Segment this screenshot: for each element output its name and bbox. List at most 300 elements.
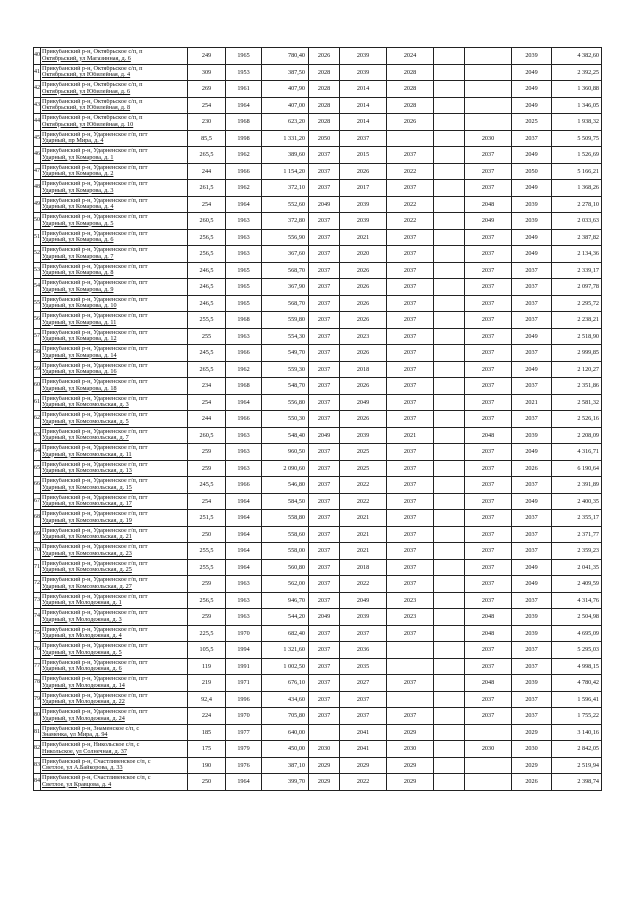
row-number: 68: [34, 510, 41, 527]
row-number: 79: [34, 691, 41, 708]
year-col-5: 2037: [465, 576, 512, 593]
total-cell: 2 581,32: [552, 394, 602, 411]
row-number: 76: [34, 642, 41, 659]
address-cell: [41, 543, 188, 560]
row-number: 71: [34, 559, 41, 576]
year-col-1: 2028: [309, 64, 340, 81]
year-col-5: [465, 114, 512, 131]
address-cell: [41, 526, 188, 543]
table-row: [34, 510, 602, 527]
row-number: 61: [34, 394, 41, 411]
area-cell: 259: [188, 609, 226, 626]
address-line-1: Прикубанский р-н, Ударненское г/п, пгт: [42, 428, 148, 435]
row-number: 53: [34, 262, 41, 279]
year-col-4: [434, 378, 465, 395]
total-cell: 2 518,90: [552, 328, 602, 345]
address-line-1: Прикубанский р-н, Ударненское г/п, пгт: [42, 362, 148, 369]
year-col-2: 2025: [340, 460, 387, 477]
total-cell: 2 238,21: [552, 312, 602, 329]
area-cell: 244: [188, 411, 226, 428]
table-row: [34, 394, 602, 411]
year-col-2: 2014: [340, 114, 387, 131]
address-line-1: Прикубанский р-н, Ударненское г/п, пгт: [42, 148, 148, 155]
year-col-2: 2041: [340, 741, 387, 758]
total-cell: 1 526,69: [552, 147, 602, 164]
address-cell: [41, 592, 188, 609]
year-col-5: [465, 757, 512, 774]
year-col-3: 2037: [387, 147, 434, 164]
area-cell: 269: [188, 81, 226, 98]
year-col-1: 2028: [309, 97, 340, 114]
table-row: [34, 246, 602, 263]
address-line-2: Ударный, ул Комсомольская, д. 13: [42, 468, 132, 475]
year-col-2: 2022: [340, 576, 387, 593]
year-cell: 1963: [226, 460, 262, 477]
year-col-4: [434, 213, 465, 230]
year-col-1: 2037: [309, 229, 340, 246]
year-cell: 1968: [226, 378, 262, 395]
address-line-1: Прикубанский р-н, Ударненское г/п, пгт: [42, 313, 148, 320]
address-line-1: Прикубанский р-н, Ударненское г/п, пгт: [42, 626, 148, 633]
table-row: [34, 675, 602, 692]
address-line-2: Ударный, ул Комарова, д. 8: [42, 270, 114, 277]
year-col-6: 2049: [512, 97, 552, 114]
year-col-3: 2037: [387, 543, 434, 560]
area-cell: 246,5: [188, 262, 226, 279]
year-col-1: 2030: [309, 741, 340, 758]
year-col-1: 2037: [309, 213, 340, 230]
total-cell: 2 371,77: [552, 526, 602, 543]
area-cell: 259: [188, 576, 226, 593]
year-col-3: 2021: [387, 427, 434, 444]
year-col-5: 2037: [465, 477, 512, 494]
year-col-6: 2026: [512, 460, 552, 477]
table-row: [34, 708, 602, 725]
year-col-3: 2029: [387, 757, 434, 774]
year-col-1: 2037: [309, 493, 340, 510]
address-line-1: Прикубанский р-н, Октябрьское с/п, п: [42, 98, 143, 105]
address-cell: [41, 724, 188, 741]
year-col-6: 2049: [512, 229, 552, 246]
total-cell: 2 398,74: [552, 774, 602, 791]
row-number: 78: [34, 675, 41, 692]
address-cell: [41, 295, 188, 312]
address-line-2: Ударный, ул Комарова, д. 16: [42, 369, 117, 376]
year-col-1: 2037: [309, 444, 340, 461]
address-line-2: Ударный, ул Комсомольская, д. 3: [42, 402, 129, 409]
area-cell: 254: [188, 196, 226, 213]
year-col-3: [387, 130, 434, 147]
year-col-6: 2037: [512, 526, 552, 543]
year-col-5: 2037: [465, 246, 512, 263]
address-cell: [41, 708, 188, 725]
year-col-1: 2037: [309, 361, 340, 378]
area-cell: 256,5: [188, 246, 226, 263]
year-cell: 1965: [226, 262, 262, 279]
area-cell: 255,5: [188, 312, 226, 329]
address-cell: [41, 180, 188, 197]
year-col-3: 2023: [387, 592, 434, 609]
year-col-2: 2039: [340, 609, 387, 626]
year-col-6: 2049: [512, 64, 552, 81]
amount-cell: 960,50: [262, 444, 309, 461]
address-line-2: Октябрьский, ул Юбилейная, д. 8: [42, 105, 131, 112]
address-cell: [41, 625, 188, 642]
year-col-6: 2037: [512, 378, 552, 395]
year-col-4: [434, 757, 465, 774]
year-col-2: 2014: [340, 97, 387, 114]
year-col-3: 2028: [387, 64, 434, 81]
year-cell: 1965: [226, 48, 262, 65]
year-col-6: 2049: [512, 444, 552, 461]
area-cell: 259: [188, 444, 226, 461]
year-col-6: 2037: [512, 262, 552, 279]
year-col-6: 2049: [512, 361, 552, 378]
year-col-2: 2026: [340, 262, 387, 279]
year-col-1: 2037: [309, 147, 340, 164]
address-line-2: Ударный, ул Комсомольская, д. 23: [42, 550, 132, 557]
table-row: [34, 262, 602, 279]
year-col-5: 2048: [465, 625, 512, 642]
address-cell: [41, 411, 188, 428]
table-row: [34, 328, 602, 345]
year-col-2: 2039: [340, 213, 387, 230]
table-row: [34, 526, 602, 543]
address-line-1: Прикубанский р-н, Ударненское г/п, пгт: [42, 412, 148, 419]
year-col-5: 2037: [465, 559, 512, 576]
year-col-1: 2037: [309, 378, 340, 395]
year-col-1: 2037: [309, 576, 340, 593]
total-cell: 5 509,75: [552, 130, 602, 147]
year-col-3: 2037: [387, 345, 434, 362]
year-cell: 1963: [226, 213, 262, 230]
year-col-1: 2037: [309, 510, 340, 527]
address-line-1: Прикубанский р-н, Ударненское г/п, пгт: [42, 445, 148, 452]
row-number: 40: [34, 48, 41, 65]
row-number: 41: [34, 64, 41, 81]
address-line-2: Светлое, ул А.Байкорова, д. 33: [42, 765, 123, 772]
year-cell: 1953: [226, 64, 262, 81]
year-col-4: [434, 460, 465, 477]
year-col-2: 2022: [340, 493, 387, 510]
address-line-2: Октябрьский, ул Юбилейная, д. 10: [42, 121, 134, 128]
year-cell: 1963: [226, 427, 262, 444]
address-line-2: Октябрьский, ул Юбилейная, д. 6: [42, 88, 131, 95]
address-line-1: Прикубанский р-н, Ударненское г/п, пгт: [42, 494, 148, 501]
area-cell: 190: [188, 757, 226, 774]
year-col-4: [434, 246, 465, 263]
year-cell: 1963: [226, 229, 262, 246]
total-cell: 2 355,17: [552, 510, 602, 527]
year-col-4: [434, 64, 465, 81]
year-col-1: 2050: [309, 130, 340, 147]
year-col-2: 2027: [340, 675, 387, 692]
address-cell: [41, 427, 188, 444]
amount-cell: 562,00: [262, 576, 309, 593]
total-cell: 4 780,42: [552, 675, 602, 692]
row-number: 69: [34, 526, 41, 543]
year-col-2: 2025: [340, 444, 387, 461]
address-cell: [41, 361, 188, 378]
row-number: 70: [34, 543, 41, 560]
year-col-3: 2037: [387, 279, 434, 296]
address-line-1: Прикубанский р-н, Ударненское г/п, пгт: [42, 544, 148, 551]
total-cell: 2 504,98: [552, 609, 602, 626]
year-col-1: 2037: [309, 394, 340, 411]
total-cell: 2 400,35: [552, 493, 602, 510]
table-row: [34, 130, 602, 147]
table-row: [34, 345, 602, 362]
table-row: [34, 64, 602, 81]
year-col-3: 2037: [387, 477, 434, 494]
year-col-1: 2029: [309, 757, 340, 774]
year-col-2: 2026: [340, 378, 387, 395]
year-col-4: [434, 361, 465, 378]
address-line-1: Прикубанский р-н, Никольское с/п, с: [42, 742, 140, 749]
address-line-1: Прикубанский р-н, Ударненское г/п, пгт: [42, 643, 148, 650]
row-number: 64: [34, 444, 41, 461]
address-cell: [41, 576, 188, 593]
year-col-4: [434, 427, 465, 444]
address-line-1: Прикубанский р-н, Ударненское г/п, пгт: [42, 676, 148, 683]
row-number: 58: [34, 345, 41, 362]
year-col-2: 2022: [340, 774, 387, 791]
table-row: [34, 163, 602, 180]
address-cell: [41, 97, 188, 114]
amount-cell: 2 090,60: [262, 460, 309, 477]
year-col-5: 2037: [465, 295, 512, 312]
year-col-4: [434, 543, 465, 560]
year-col-4: [434, 97, 465, 114]
year-col-5: 2037: [465, 163, 512, 180]
year-col-4: [434, 180, 465, 197]
total-cell: 2 134,36: [552, 246, 602, 263]
row-number: 54: [34, 279, 41, 296]
address-cell: [41, 130, 188, 147]
year-col-2: 2018: [340, 559, 387, 576]
year-col-1: [309, 724, 340, 741]
table-row: [34, 48, 602, 65]
year-col-5: [465, 724, 512, 741]
address-line-1: Прикубанский р-н, Ударненское г/п, пгт: [42, 197, 148, 204]
address-line-2: Ударный, ул Молодежная, д. 14: [42, 682, 125, 689]
total-cell: 2 097,78: [552, 279, 602, 296]
row-number: 57: [34, 328, 41, 345]
year-col-2: 2023: [340, 328, 387, 345]
table-row: [34, 295, 602, 312]
year-cell: 1966: [226, 163, 262, 180]
amount-cell: 372,10: [262, 180, 309, 197]
year-col-5: [465, 48, 512, 65]
year-col-1: 2037: [309, 592, 340, 609]
address-line-1: Прикубанский р-н, Ударненское г/п, пгт: [42, 181, 148, 188]
total-cell: 1 368,26: [552, 180, 602, 197]
year-col-6: 2050: [512, 163, 552, 180]
row-number: 84: [34, 774, 41, 791]
year-col-5: 2037: [465, 378, 512, 395]
year-cell: 1964: [226, 526, 262, 543]
year-col-5: 2037: [465, 460, 512, 477]
year-col-5: 2037: [465, 147, 512, 164]
year-col-5: 2037: [465, 328, 512, 345]
year-col-4: [434, 510, 465, 527]
total-cell: 2 409,59: [552, 576, 602, 593]
address-line-2: Ударный, ул Молодежная, д. 5: [42, 649, 122, 656]
row-number: 47: [34, 163, 41, 180]
year-col-4: [434, 196, 465, 213]
area-cell: 309: [188, 64, 226, 81]
year-col-3: 2037: [387, 576, 434, 593]
year-cell: 1964: [226, 559, 262, 576]
area-cell: 254: [188, 493, 226, 510]
year-col-4: [434, 609, 465, 626]
address-cell: [41, 510, 188, 527]
address-line-1: Прикубанский р-н, Ударненское г/п, пгт: [42, 395, 148, 402]
table-row: [34, 279, 602, 296]
table-row: [34, 97, 602, 114]
table-row: [34, 196, 602, 213]
year-col-5: 2037: [465, 361, 512, 378]
year-col-3: 2037: [387, 510, 434, 527]
year-col-5: 2037: [465, 279, 512, 296]
amount-cell: 558,00: [262, 543, 309, 560]
year-col-6: 2037: [512, 312, 552, 329]
year-col-4: [434, 526, 465, 543]
area-cell: 251,5: [188, 510, 226, 527]
row-number: 75: [34, 625, 41, 642]
amount-cell: 549,70: [262, 345, 309, 362]
year-col-1: 2037: [309, 708, 340, 725]
amount-cell: 568,70: [262, 295, 309, 312]
amount-cell: 552,60: [262, 196, 309, 213]
total-cell: 2 033,63: [552, 213, 602, 230]
year-col-1: 2026: [309, 48, 340, 65]
year-col-2: 2015: [340, 147, 387, 164]
year-col-2: 2039: [340, 64, 387, 81]
row-number: 66: [34, 477, 41, 494]
area-cell: 230: [188, 114, 226, 131]
year-cell: 1966: [226, 411, 262, 428]
area-cell: 219: [188, 675, 226, 692]
table-row: [34, 229, 602, 246]
year-col-2: 2020: [340, 246, 387, 263]
year-col-5: 2037: [465, 262, 512, 279]
total-cell: 3 140,16: [552, 724, 602, 741]
year-col-6: 2037: [512, 345, 552, 362]
year-col-3: 2023: [387, 609, 434, 626]
year-col-6: 2037: [512, 477, 552, 494]
total-cell: 4 316,71: [552, 444, 602, 461]
year-col-2: 2037: [340, 708, 387, 725]
year-cell: 1963: [226, 246, 262, 263]
address-line-1: Прикубанский р-н, Знаменское с/п, с: [42, 725, 140, 732]
row-number: 74: [34, 609, 41, 626]
year-col-4: [434, 163, 465, 180]
address-cell: [41, 559, 188, 576]
row-number: 52: [34, 246, 41, 263]
row-number: 63: [34, 427, 41, 444]
row-number: 65: [34, 460, 41, 477]
year-col-5: 2048: [465, 675, 512, 692]
year-col-4: [434, 328, 465, 345]
address-line-2: Ударный, ул Молодежная, д. 24: [42, 715, 125, 722]
year-col-1: 2037: [309, 262, 340, 279]
year-col-2: 2036: [340, 642, 387, 659]
row-number: 51: [34, 229, 41, 246]
year-col-3: 2037: [387, 328, 434, 345]
year-col-4: [434, 658, 465, 675]
year-col-1: 2037: [309, 658, 340, 675]
year-col-2: 2039: [340, 427, 387, 444]
year-col-6: 2037: [512, 691, 552, 708]
total-cell: 2 526,16: [552, 411, 602, 428]
total-cell: 2 339,17: [552, 262, 602, 279]
year-col-3: 2037: [387, 229, 434, 246]
address-line-2: Ударный, ул Комарова, д. 18: [42, 385, 117, 392]
table-row: [34, 493, 602, 510]
area-cell: 256,5: [188, 592, 226, 609]
row-number: 49: [34, 196, 41, 213]
year-col-2: 2026: [340, 312, 387, 329]
table-row: [34, 691, 602, 708]
amount-cell: 407,90: [262, 81, 309, 98]
year-col-1: 2037: [309, 246, 340, 263]
table-row: [34, 774, 602, 791]
year-col-6: 2037: [512, 295, 552, 312]
row-number: 56: [34, 312, 41, 329]
area-cell: 246,5: [188, 279, 226, 296]
year-col-5: 2037: [465, 510, 512, 527]
year-col-1: 2028: [309, 81, 340, 98]
area-cell: 245,5: [188, 345, 226, 362]
row-number: 59: [34, 361, 41, 378]
year-col-3: 2037: [387, 246, 434, 263]
year-col-2: 2026: [340, 163, 387, 180]
year-col-3: 2026: [387, 114, 434, 131]
table-row: [34, 361, 602, 378]
year-col-6: 2030: [512, 741, 552, 758]
year-col-6: 2039: [512, 196, 552, 213]
area-cell: 224: [188, 708, 226, 725]
table-row: [34, 378, 602, 395]
address-line-2: Ударный, ул Молодежная, д. 22: [42, 699, 125, 706]
year-col-2: 2049: [340, 592, 387, 609]
address-line-2: Ударный, ул Комсомольская, д. 21: [42, 534, 132, 541]
area-cell: 255,5: [188, 543, 226, 560]
table-row: [34, 625, 602, 642]
year-col-5: 2037: [465, 708, 512, 725]
amount-cell: 623,20: [262, 114, 309, 131]
address-cell: [41, 774, 188, 791]
year-col-4: [434, 559, 465, 576]
year-col-5: 2037: [465, 394, 512, 411]
year-cell: 1970: [226, 625, 262, 642]
table-row: [34, 559, 602, 576]
year-col-5: 2037: [465, 543, 512, 560]
year-col-2: 2037: [340, 625, 387, 642]
address-line-2: Ударный, ул Комарова, д. 7: [42, 253, 114, 260]
table-row: [34, 658, 602, 675]
total-cell: 2 999,85: [552, 345, 602, 362]
year-col-1: 2037: [309, 312, 340, 329]
year-col-2: 2021: [340, 543, 387, 560]
amount-cell: 389,60: [262, 147, 309, 164]
address-line-2: Ударный, ул Комарова, д. 5: [42, 220, 114, 227]
area-cell: 256,5: [188, 229, 226, 246]
address-cell: [41, 312, 188, 329]
amount-cell: 544,20: [262, 609, 309, 626]
year-col-3: 2022: [387, 163, 434, 180]
